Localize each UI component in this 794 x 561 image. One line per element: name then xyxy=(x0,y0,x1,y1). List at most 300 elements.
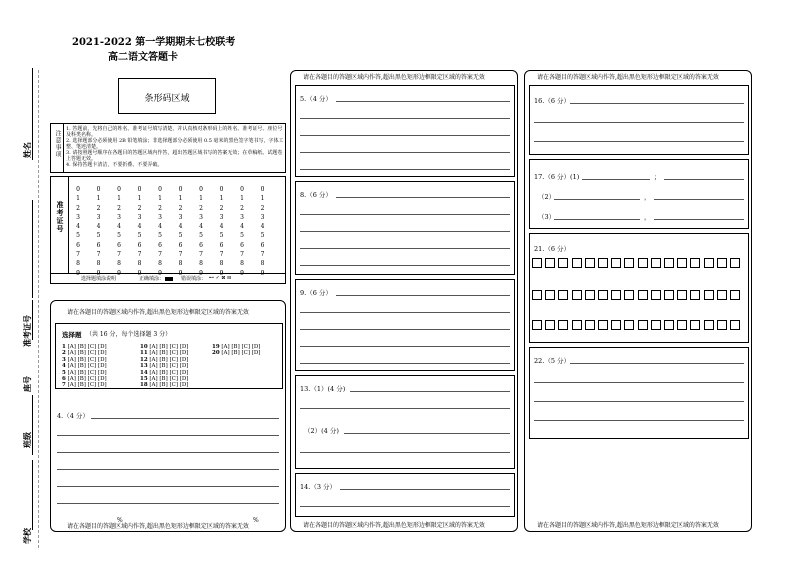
digit-bubble[interactable]: 9 xyxy=(137,269,142,277)
digit-bubble[interactable]: 9 xyxy=(158,269,162,277)
digit-bubble[interactable]: 8 xyxy=(178,260,183,268)
digit-bubble[interactable]: 8 xyxy=(137,260,142,268)
digit-bubble[interactable]: 5 xyxy=(260,232,265,240)
mc-question-number: 2 xyxy=(62,350,66,357)
writing-cell[interactable] xyxy=(690,290,700,300)
mc-question-row[interactable] xyxy=(62,376,107,382)
digit-bubble[interactable]: 5 xyxy=(199,232,203,240)
writing-cell[interactable] xyxy=(730,258,740,268)
mc-options[interactable]: [A] [B] [C] [D] xyxy=(147,382,189,389)
digit-bubble[interactable]: 6 xyxy=(178,241,183,249)
separator: ； xyxy=(654,173,661,181)
digit-bubble[interactable]: 5 xyxy=(240,232,244,240)
digit-bubble[interactable]: 5 xyxy=(158,232,162,240)
writing-cell[interactable] xyxy=(611,258,621,268)
writing-cell[interactable] xyxy=(664,290,674,300)
digit-bubble[interactable]: 1 xyxy=(240,195,244,203)
writing-cell[interactable] xyxy=(677,290,687,300)
digit-bubble[interactable]: 1 xyxy=(260,195,265,203)
answer-line[interactable] xyxy=(300,265,510,266)
q9-label: 9.（6 分） xyxy=(300,289,332,297)
fill-example-label: 选择题填涂说明 xyxy=(81,276,117,282)
writing-cell[interactable] xyxy=(704,320,714,330)
digit-bubble[interactable]: 7 xyxy=(178,251,183,259)
digit-bubble[interactable]: 2 xyxy=(117,204,121,212)
mc-question-number: 1 xyxy=(62,344,66,350)
writing-cell[interactable] xyxy=(624,258,634,268)
mc-options[interactable]: [A] [B] [C] [D] xyxy=(65,376,107,382)
q22-box xyxy=(529,347,749,439)
writing-cell[interactable] xyxy=(624,320,634,330)
boundary-note-bottom: 请在各题目的答题区域内作答,超出黑色矩形边框限定区域的答案无效 xyxy=(303,522,485,529)
writing-grid-row[interactable] xyxy=(532,258,748,270)
digit-bubble[interactable]: 9 xyxy=(240,269,244,277)
mc-question-number: 5 xyxy=(62,369,66,376)
mc-subtitle: （共 16 分，每个选择题 3 分） xyxy=(86,331,172,338)
digit-bubble[interactable]: 4 xyxy=(76,223,80,231)
page-mark: % xyxy=(117,517,123,524)
digit-bubble[interactable]: 3 xyxy=(219,213,224,221)
answer-line[interactable] xyxy=(300,408,510,409)
digit-bubble[interactable]: 2 xyxy=(240,204,244,212)
mc-options[interactable]: [A] [B] [C] [D] xyxy=(147,356,189,363)
mc-options[interactable]: [A] [B] [C] [D] xyxy=(65,363,107,370)
digit-bubble[interactable]: 8 xyxy=(117,260,121,268)
answer-line[interactable] xyxy=(582,179,650,180)
digit-column xyxy=(73,185,83,278)
digit-bubble[interactable]: 6 xyxy=(117,241,121,249)
digit-bubble[interactable]: 1 xyxy=(199,195,203,203)
writing-grid-row[interactable] xyxy=(532,290,748,302)
digit-bubble[interactable]: 1 xyxy=(96,195,101,203)
notice-item: 3. 请按照题号顺序在各题目的答题区域内作答，超出答题区域书写的答案无效；在草稿纸、试题卷上答题无效。 xyxy=(66,150,283,162)
writing-cell[interactable] xyxy=(532,258,542,268)
school-label: 学校 xyxy=(22,528,32,544)
digit-bubble[interactable]: 3 xyxy=(76,213,80,221)
writing-cell[interactable] xyxy=(677,320,687,330)
digit-bubble[interactable]: 1 xyxy=(178,195,183,203)
boundary-note-bottom: 请在各题目的答题区域内作答,超出黑色矩形边框限定区域的答案无效 xyxy=(67,523,249,530)
boundary-note-top: 请在各题目的答题区域内作答,超出黑色矩形边框限定区域的答案无效 xyxy=(303,74,485,81)
q14-box xyxy=(295,473,515,517)
digit-column xyxy=(217,185,227,278)
writing-cell[interactable] xyxy=(717,258,727,268)
digit-bubble[interactable]: 5 xyxy=(117,232,121,240)
digit-bubble[interactable]: 1 xyxy=(158,195,162,203)
writing-cell[interactable] xyxy=(651,258,661,268)
q9-box xyxy=(295,279,515,371)
q13-box xyxy=(295,375,515,469)
digit-bubble[interactable]: 4 xyxy=(219,223,224,231)
answer-line[interactable] xyxy=(57,503,279,504)
q5-box xyxy=(295,85,515,177)
writing-cell[interactable] xyxy=(585,320,595,330)
exam-id-box xyxy=(50,176,286,284)
notice-item: 1. 答题前，先将自己的姓名、准考证号填写清楚，并认真核对条形码上的姓名、准考证号、座位号及科类名称。 xyxy=(66,126,283,138)
digit-column xyxy=(155,185,165,278)
mc-question-row[interactable] xyxy=(62,363,107,369)
digit-bubble[interactable]: 8 xyxy=(76,260,80,268)
digit-bubble[interactable]: 7 xyxy=(240,251,244,259)
mc-options[interactable]: [A] [B] [C] [D] xyxy=(65,369,107,376)
q13-1-label: 13.（1）(4 分) xyxy=(300,385,346,393)
answer-line[interactable] xyxy=(336,197,510,198)
mc-question-row[interactable] xyxy=(140,363,188,369)
digit-column xyxy=(135,185,145,278)
mc-question-number: 20 xyxy=(212,350,220,357)
answer-line[interactable] xyxy=(570,103,744,104)
digit-bubble[interactable]: 5 xyxy=(76,232,80,240)
digit-bubble[interactable]: 2 xyxy=(178,204,183,212)
fill-example-row xyxy=(51,273,285,284)
answer-line[interactable] xyxy=(300,346,510,347)
digit-bubble[interactable]: 0 xyxy=(117,186,121,193)
mc-question-row[interactable] xyxy=(62,370,107,376)
writing-cell[interactable] xyxy=(677,258,687,268)
writing-cell[interactable] xyxy=(638,320,648,330)
writing-cell[interactable] xyxy=(730,290,740,300)
answer-line[interactable] xyxy=(300,312,510,313)
exam-id-side-label: 准考证号 xyxy=(22,315,32,347)
digit-bubble[interactable]: 4 xyxy=(199,223,203,231)
name-label: 姓名 xyxy=(22,142,32,158)
q4-label: 4.（4 分） xyxy=(57,412,89,420)
digit-bubble[interactable]: 8 xyxy=(240,260,244,268)
digit-bubble[interactable]: 7 xyxy=(96,251,101,259)
digit-bubble[interactable]: 7 xyxy=(158,251,162,259)
digit-bubble[interactable]: 1 xyxy=(137,195,142,203)
mc-question-number: 15 xyxy=(140,376,148,382)
mc-title: 选择题 xyxy=(62,331,82,339)
q17-box xyxy=(529,159,749,229)
digit-bubble[interactable]: 2 xyxy=(219,204,224,212)
digit-bubble[interactable]: 3 xyxy=(199,213,203,221)
digit-column xyxy=(258,185,268,278)
card-title: 高二语文答题卡 xyxy=(108,52,178,63)
answer-line[interactable] xyxy=(300,152,510,153)
answer-line[interactable] xyxy=(654,199,744,200)
digit-bubble[interactable]: 6 xyxy=(76,241,80,249)
answer-line[interactable] xyxy=(534,401,744,402)
mc-question-row[interactable] xyxy=(140,344,188,350)
q21-box xyxy=(529,233,749,343)
digit-bubble[interactable]: 4 xyxy=(117,223,121,231)
mc-question-row[interactable] xyxy=(62,357,107,363)
q14-label: 14.（3 分） xyxy=(300,483,337,491)
mc-question-row[interactable] xyxy=(62,382,107,388)
answer-line[interactable] xyxy=(344,433,510,434)
q8-box xyxy=(295,181,515,275)
digit-bubble[interactable]: 8 xyxy=(158,260,162,268)
digit-bubble[interactable]: 3 xyxy=(117,213,121,221)
mc-question-number: 12 xyxy=(140,356,148,363)
digit-bubble[interactable]: 1 xyxy=(117,195,121,203)
answer-line[interactable] xyxy=(654,219,744,220)
q13-2-label: （2）(4 分) xyxy=(304,427,339,435)
digit-bubble[interactable]: 2 xyxy=(137,204,142,212)
digit-bubble[interactable]: 1 xyxy=(219,195,224,203)
digit-bubble[interactable]: 7 xyxy=(219,251,224,259)
writing-cell[interactable] xyxy=(611,320,621,330)
writing-cell[interactable] xyxy=(638,258,648,268)
writing-cell[interactable] xyxy=(558,258,568,268)
separator: ， xyxy=(644,213,651,221)
writing-cell[interactable] xyxy=(717,290,727,300)
answer-line[interactable] xyxy=(336,101,510,102)
digit-bubble[interactable]: 5 xyxy=(96,232,101,240)
digit-bubble[interactable]: 8 xyxy=(260,260,265,268)
answer-line[interactable] xyxy=(350,391,510,392)
mc-question-number: 4 xyxy=(62,363,66,370)
digit-bubble[interactable]: 0 xyxy=(178,186,183,193)
digit-bubble[interactable]: 8 xyxy=(219,260,224,268)
digit-bubble[interactable]: 6 xyxy=(137,241,142,249)
digit-bubble[interactable]: 2 xyxy=(260,204,265,212)
digit-bubble[interactable]: 4 xyxy=(178,223,183,231)
writing-cell[interactable] xyxy=(545,290,555,300)
digit-bubble[interactable]: 0 xyxy=(76,186,80,193)
digit-bubble[interactable]: 3 xyxy=(260,213,265,221)
digit-bubble[interactable]: 3 xyxy=(137,213,142,221)
digit-column xyxy=(114,185,124,278)
writing-cell[interactable] xyxy=(730,320,740,330)
writing-cell[interactable] xyxy=(545,258,555,268)
writing-cell[interactable] xyxy=(704,290,714,300)
digit-bubble[interactable]: 2 xyxy=(199,204,203,212)
digit-bubble[interactable]: 9 xyxy=(117,269,121,277)
digit-bubble[interactable]: 6 xyxy=(219,241,224,249)
digit-bubble[interactable]: 6 xyxy=(240,241,244,249)
answer-line[interactable] xyxy=(57,469,279,470)
multiple-choice-box xyxy=(55,323,283,389)
digit-bubble[interactable]: 7 xyxy=(76,251,80,259)
answer-line[interactable] xyxy=(300,214,510,215)
mc-grid[interactable] xyxy=(62,344,280,388)
writing-cell[interactable] xyxy=(585,258,595,268)
answer-line[interactable] xyxy=(300,452,510,453)
writing-cell[interactable] xyxy=(690,320,700,330)
digit-bubble[interactable]: 9 xyxy=(219,269,224,277)
digit-bubble[interactable]: 6 xyxy=(199,241,203,249)
digit-bubble[interactable]: 0 xyxy=(158,186,162,193)
answer-line[interactable] xyxy=(300,118,510,119)
digit-bubble[interactable]: 5 xyxy=(178,232,183,240)
exam-id-line xyxy=(32,200,33,298)
digit-bubble[interactable]: 6 xyxy=(96,241,101,249)
digit-bubble[interactable]: 3 xyxy=(96,213,101,221)
seat-line xyxy=(32,300,33,340)
answer-line[interactable] xyxy=(300,363,510,364)
digit-bubble[interactable]: 9 xyxy=(199,269,203,277)
mc-question-number: 6 xyxy=(62,376,66,382)
mc-options[interactable]: [A] [B] [C] [D] xyxy=(147,344,189,350)
q17-3-label: （3） xyxy=(538,213,556,221)
digit-bubble[interactable]: 7 xyxy=(117,251,121,259)
digit-bubble[interactable]: 4 xyxy=(158,223,162,231)
answer-line[interactable] xyxy=(300,135,510,136)
mc-options[interactable]: [A] [B] [C] [D] xyxy=(147,363,189,370)
writing-cell[interactable] xyxy=(532,290,542,300)
digit-bubble[interactable]: 4 xyxy=(137,223,142,231)
writing-grid-row[interactable] xyxy=(532,320,748,332)
answer-line[interactable] xyxy=(300,248,510,249)
mc-question-row[interactable] xyxy=(62,344,107,350)
writing-cell[interactable] xyxy=(598,320,608,330)
writing-cell[interactable] xyxy=(651,290,661,300)
digit-bubble[interactable]: 0 xyxy=(219,186,224,193)
writing-cell[interactable] xyxy=(572,258,582,268)
answer-line[interactable] xyxy=(300,329,510,330)
answer-line[interactable] xyxy=(57,486,279,487)
binding-line xyxy=(38,70,39,548)
answer-line[interactable] xyxy=(340,489,510,490)
q17-2-label: （2） xyxy=(538,193,556,201)
writing-cell[interactable] xyxy=(572,320,582,330)
mc-question-number: 11 xyxy=(140,350,148,357)
mc-question-row[interactable] xyxy=(212,350,260,356)
digit-column xyxy=(94,185,104,278)
mc-question-row[interactable] xyxy=(62,350,107,356)
q17-1-label: 17.（6 分）(1) xyxy=(534,173,580,181)
mc-options[interactable]: [A] [B] [C] [D] xyxy=(147,350,189,357)
writing-cell[interactable] xyxy=(624,290,634,300)
mc-question-number: 3 xyxy=(62,356,66,363)
digit-bubble[interactable]: 0 xyxy=(199,186,203,193)
digit-bubble[interactable]: 2 xyxy=(76,204,80,212)
answer-line[interactable] xyxy=(534,141,744,142)
writing-cell[interactable] xyxy=(558,290,568,300)
digit-bubble[interactable]: 0 xyxy=(260,186,265,193)
mc-question-row[interactable] xyxy=(140,382,188,388)
q22-label: 22.（5 分） xyxy=(534,357,571,365)
digit-bubble[interactable]: 8 xyxy=(96,260,101,268)
seat-label: 座号 xyxy=(22,376,32,392)
mc-question-row[interactable] xyxy=(140,350,188,356)
digit-bubble[interactable]: 3 xyxy=(240,213,244,221)
mc-options[interactable]: [A] [B] [C] [D] xyxy=(65,356,107,363)
mc-question-row[interactable] xyxy=(140,370,188,376)
mc-options[interactable]: [A] [B] [C] [D] xyxy=(65,344,107,350)
boundary-note-bottom: 请在各题目的答题区域内作答,超出黑色矩形边框限定区域的答案无效 xyxy=(537,522,719,529)
answer-line[interactable] xyxy=(336,295,510,296)
mc-options[interactable]: [A] [B] [C] [D] xyxy=(147,376,189,382)
answer-line[interactable] xyxy=(554,219,640,220)
answer-line[interactable] xyxy=(570,363,744,364)
mc-question-row[interactable] xyxy=(140,357,188,363)
barcode-label: 条形码区域 xyxy=(144,94,190,104)
mc-options[interactable]: [A] [B] [C] [D] xyxy=(219,344,261,350)
answer-line[interactable] xyxy=(534,382,744,383)
digit-bubble[interactable]: 8 xyxy=(199,260,203,268)
digit-bubble[interactable]: 9 xyxy=(76,269,80,277)
answer-line[interactable] xyxy=(534,420,744,421)
boundary-note-top: 请在各题目的答题区域内作答,超出黑色矩形边框限定区域的答案无效 xyxy=(537,74,719,81)
digit-bubble[interactable]: 4 xyxy=(240,223,244,231)
digit-bubble[interactable]: 4 xyxy=(260,223,265,231)
digit-bubble[interactable]: 2 xyxy=(158,204,162,212)
answer-line[interactable] xyxy=(554,199,640,200)
answer-line[interactable] xyxy=(57,452,279,453)
exam-title: 2021-2022 第一学期期末七校联考 xyxy=(72,37,236,48)
answer-line[interactable] xyxy=(300,169,510,170)
digit-bubble[interactable]: 9 xyxy=(178,269,183,277)
digit-bubble[interactable]: 9 xyxy=(260,269,265,277)
digit-bubble[interactable]: 7 xyxy=(260,251,265,259)
left-answer-panel xyxy=(50,300,286,532)
answer-line[interactable] xyxy=(300,231,510,232)
digit-bubble[interactable]: 7 xyxy=(137,251,142,259)
digit-column xyxy=(196,185,206,278)
mc-question-number: 13 xyxy=(140,363,148,370)
writing-cell[interactable] xyxy=(704,258,714,268)
digit-bubble[interactable]: 3 xyxy=(158,213,162,221)
writing-cell[interactable] xyxy=(664,320,674,330)
mc-question-number: 19 xyxy=(212,344,220,350)
writing-cell[interactable] xyxy=(664,258,674,268)
digit-bubble[interactable]: 6 xyxy=(260,241,265,249)
writing-cell[interactable] xyxy=(598,258,608,268)
q16-label: 16.（6 分） xyxy=(534,97,571,105)
digit-bubble[interactable]: 0 xyxy=(96,186,101,193)
exam-id-label: 准考证号 xyxy=(56,201,65,233)
digit-bubble[interactable]: 0 xyxy=(240,186,244,193)
notice-box xyxy=(50,123,286,173)
mc-options[interactable]: [A] [B] [C] [D] xyxy=(147,369,189,376)
writing-cell[interactable] xyxy=(651,320,661,330)
mc-question-row[interactable] xyxy=(212,344,260,350)
digit-bubble[interactable]: 5 xyxy=(137,232,142,240)
right-answer-panel xyxy=(524,70,752,532)
digit-bubble[interactable]: 3 xyxy=(178,213,183,221)
digit-grid[interactable] xyxy=(73,185,283,277)
mc-options[interactable]: [A] [B] [C] [D] xyxy=(219,350,261,357)
digit-bubble[interactable]: 4 xyxy=(96,223,101,231)
answer-line[interactable] xyxy=(91,418,279,419)
digit-bubble[interactable]: 7 xyxy=(199,251,203,259)
answer-line[interactable] xyxy=(57,435,279,436)
writing-cell[interactable] xyxy=(598,290,608,300)
answer-line[interactable] xyxy=(534,122,744,123)
writing-cell[interactable] xyxy=(572,290,582,300)
mc-question-number: 7 xyxy=(62,382,66,389)
answer-line[interactable] xyxy=(664,179,744,180)
wrong-fill-label: 错误填涂： xyxy=(181,276,207,282)
mc-options[interactable]: [A] [B] [C] [D] xyxy=(65,350,107,357)
digit-bubble[interactable]: 0 xyxy=(137,186,142,193)
separator: ， xyxy=(644,193,651,201)
mc-question-row[interactable] xyxy=(140,376,188,382)
answer-line[interactable] xyxy=(300,506,510,507)
digit-bubble[interactable]: 6 xyxy=(158,241,162,249)
digit-bubble[interactable]: 5 xyxy=(219,232,224,240)
writing-cell[interactable] xyxy=(558,320,568,330)
writing-cell[interactable] xyxy=(690,258,700,268)
notice-item: 4. 保持答题卡清洁，不要折叠、不要弄破。 xyxy=(66,162,163,168)
digit-bubble[interactable]: 9 xyxy=(96,269,101,277)
q5-label: 5.（4 分） xyxy=(300,95,332,103)
digit-bubble[interactable]: 1 xyxy=(76,195,80,203)
digit-bubble[interactable]: 2 xyxy=(96,204,101,212)
mc-options[interactable]: [A] [B] [C] [D] xyxy=(65,382,107,389)
writing-cell[interactable] xyxy=(545,320,555,330)
digit-column xyxy=(237,185,247,278)
writing-cell[interactable] xyxy=(532,320,542,330)
writing-cell[interactable] xyxy=(585,290,595,300)
writing-cell[interactable] xyxy=(611,290,621,300)
writing-cell[interactable] xyxy=(638,290,648,300)
writing-cell[interactable] xyxy=(717,320,727,330)
class-line xyxy=(32,395,33,455)
